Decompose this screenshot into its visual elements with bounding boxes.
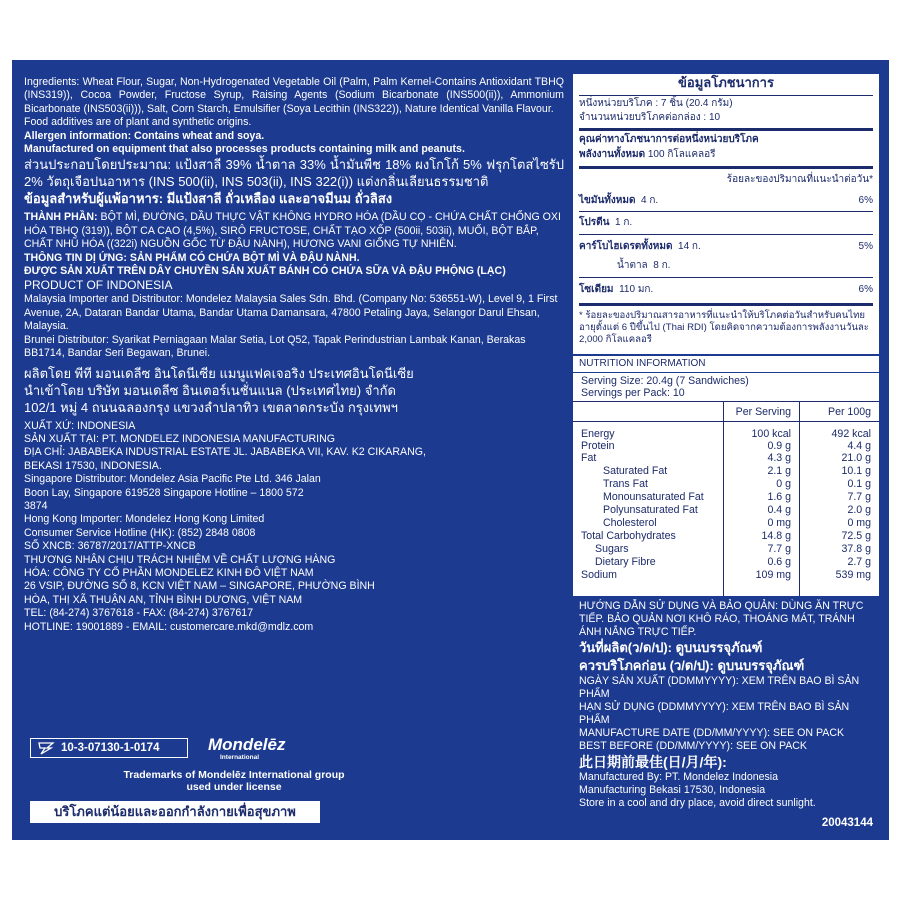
nutrition-row — [581, 570, 871, 582]
manufactured-vi: ĐƯỢC SẢN XUẤT TRÊN DÂY CHUYỀN SẢN XUẤT BÁNH CÓ CHỨA SỮA VÀ ĐẬU PHỘNG (LẠC) — [24, 265, 506, 278]
vi-hotline: HOTLINE: 19001889 - EMAIL: customercare.mkd@mdlz.com — [24, 620, 314, 633]
nutrient-per-serving: 7.7 g — [767, 543, 791, 555]
col-per-100g: Per 100g — [828, 406, 871, 418]
nutrition-row — [581, 557, 871, 569]
nutrient-per-serving: 100 kcal — [751, 428, 791, 440]
best-before: BEST BEFORE (DD/MM/YYYY): SEE ON PACK — [579, 740, 808, 752]
nutrient-label: Total Carbohydrates — [581, 530, 676, 542]
thai-row-pct: 6% — [858, 195, 873, 206]
nutrition-header: NUTRITION INFORMATION — [573, 356, 879, 372]
nutrient-per-serving: 1.6 g — [767, 491, 791, 503]
thai-health-slogan: บริโภคแต่น้อยและออกกำลังกายเพื่อสุขภาพ — [30, 801, 320, 823]
registration-code: 10-3-07130-1-0174 — [61, 742, 160, 754]
nutrient-label: Fat — [581, 452, 597, 464]
nutrient-label: Sugars — [595, 543, 629, 555]
product-code: 20043144 — [821, 817, 873, 829]
thai-per-serving: คุณค่าทางโภชนาการต่อหนึ่งหน่วยบริโภค — [579, 134, 759, 145]
nutrient-per-100g: 0 mg — [847, 517, 871, 529]
nutrition-row — [581, 453, 871, 465]
nutrient-per-serving: 4.3 g — [767, 452, 791, 464]
nutrition-row — [581, 531, 871, 543]
nutrient-label: Energy — [581, 428, 615, 440]
nutrient-per-serving: 0.4 g — [767, 504, 791, 516]
nutrient-per-100g: 37.8 g — [841, 543, 871, 555]
thai-nutrition-box — [573, 74, 879, 354]
thai-row-label: โซเดียม — [579, 284, 614, 295]
left-column — [24, 76, 564, 634]
thai-energy-label: พลังงานทั้งหมด — [579, 149, 646, 160]
nutrient-per-100g: 2.7 g — [847, 556, 871, 568]
ingredients-vi — [24, 211, 564, 251]
thai-best-before: ควรบริโภคก่อน (ว/ด/ป): ดูบนบรรจุภัณฑ์ — [579, 658, 805, 673]
thai-produced: ผลิตโดย พีที มอนเดลีซ อินโดนีเซีย แมนูแฟคเจอริง ประเทศอินโดนีเซีย — [24, 365, 414, 381]
nutrient-per-100g: 539 mg — [835, 569, 871, 581]
thai-row-sugar — [579, 260, 873, 272]
nutrition-row — [581, 441, 871, 453]
nutrient-per-serving: 109 mg — [755, 569, 791, 581]
nutrient-per-100g: 4.4 g — [847, 440, 871, 452]
thai-imported: นำเข้าโดย บริษัท มอนเดลีซ อินเตอร์เนชั่นแนล (ประเทศไทย) จำกัด — [24, 382, 396, 398]
thai-serving: หนึ่งหน่วยบริโภค : 7 ชิ้น (20.4 กรัม) — [579, 98, 733, 109]
nutrient-per-100g: 0.1 g — [847, 478, 871, 490]
hongkong-importer: Hong Kong Importer: Mondelez Hong Kong Limited — [24, 513, 265, 526]
nutrition-row — [581, 544, 871, 556]
brunei-distributor: Brunei Distributor: Syarikat Perniagaan Malar Setia, Lot Q52, Tapak Perindustrian Lambak Kanan, Berakas BB1714, Bandar Seri Begawan, Brunei. — [24, 333, 526, 360]
col-per-serving: Per Serving — [735, 406, 791, 418]
nutrient-per-100g: 2.0 g — [847, 504, 871, 516]
thai-row-value: 110 มก. — [619, 284, 654, 295]
nutrient-label: Sodium — [581, 569, 617, 581]
vi-mfg-date: NGÀY SẢN XUẤT (DDMMYYYY): XEM TRÊN BAO BÌ SẢN PHẨM — [579, 675, 860, 700]
thai-row-sodium — [579, 284, 873, 296]
thai-row-label: โปรตีน — [579, 217, 610, 228]
vi-address: ĐỊA CHỈ: JABABEKA INDUSTRIAL ESTATE JL. JABABEKA VII, KAV. K2 CIKARANG, BEKASI 17530, INDONESIA. — [24, 446, 426, 472]
thai-energy — [579, 149, 873, 161]
label-panel — [12, 60, 889, 840]
nutrition-table — [573, 373, 879, 596]
certification-mark-icon — [37, 741, 55, 755]
nutrient-per-serving: 0 mg — [767, 517, 791, 529]
vi-trader: THƯƠNG NHÂN CHỊU TRÁCH NHIỆM VỀ CHẤT LƯỢNG HÀNG HÓA: CÔNG TY CỔ PHẦN MONDELEZ KINH ĐÔ VIỆT NAM — [24, 553, 336, 579]
thai-nutrition-title: ข้อมูลโภชนาการ — [579, 74, 873, 96]
manufactured-en: Manufactured on equipment that also processes products containing milk and peanuts. — [24, 143, 465, 156]
mondelez-logo: Mondelēz — [208, 735, 286, 754]
ingredients-th: ส่วนประกอบโดยประมาณ: แป้งสาลี 39% น้ำตาล 33% น้ำมันพืช 18% ผงโกโก้ 5% ฟรุกโตสไซรัป 2% วัตถุเจือปนอาหาร (INS 500(ii), INS 503(ii), INS 322(i)) แต่งกลิ่นเลียนธรรมชาติ — [24, 157, 564, 190]
origin: PRODUCT OF INDONESIA — [24, 278, 173, 293]
ingredients-vi-text: BỘT MÌ, ĐƯỜNG, DẦU THỰC VẬT KHÔNG HYDRO HÓA (DẦU CỌ - CHỨA CHẤT CHỐNG OXI HÓA TBHQ (319)), BỘT CA CAO (4,5%), SIRÔ FRUCTOSE, CHẤT TẠO XỐP (500ii, 503ii), MUỐI, BỘT BẮP, CHẤT NHŨ HÓA ((322i) NGUỒN GỐC TỪ ĐẬU NÀNH), HƯƠNG VANI GIỐNG TỰ NHIÊN. — [24, 211, 561, 251]
nutrition-row — [581, 505, 871, 517]
vi-origin: XUẤT XỨ: INDONESIA — [24, 419, 136, 432]
thai-row-fat — [579, 195, 873, 207]
thai-address: 102/1 หมู่ 4 ถนนฉลองกรุง แขวงลำปลาทิว เขตลาดกระบัง กรุงเทพฯ — [24, 399, 398, 415]
thai-row-label: ไขมันทั้งหมด — [579, 195, 636, 206]
thai-mfg-date: วันที่ผลิต(ว/ด/ป): ดูบนบรรจุภัณฑ์ — [579, 640, 763, 655]
vi-expiry: HẠN SỬ DỤNG (DDMMYYYY): XEM TRÊN BAO BÌ SẢN PHẨM — [579, 701, 850, 726]
vi-trader-address: 26 VSIP, ĐƯỜNG SỐ 8, KCN VIỆT NAM – SINGAPORE, PHƯỜNG BÌNH HÒA, THỊ XÃ THUẬN AN, TỈNH BÌNH DƯƠNG, VIỆT NAM — [24, 580, 375, 606]
thai-energy-value: 100 กิโลแคลอรี — [647, 149, 716, 160]
thai-row-pct: 5% — [858, 241, 873, 252]
thai-row-value: 8 ก. — [653, 260, 671, 271]
thai-rdi-header: ร้อยละของปริมาณที่แนะนำต่อวัน* — [726, 174, 873, 185]
nutrient-per-serving: 0.6 g — [767, 556, 791, 568]
nutrient-per-serving: 14.8 g — [761, 530, 791, 542]
nutrient-label: Cholesterol — [603, 517, 657, 529]
serving-size: Serving Size: 20.4g (7 Sandwiches) — [581, 375, 749, 387]
nutrition-row — [581, 466, 871, 478]
nutrient-label: Polyunsaturated Fat — [603, 504, 698, 516]
nutrient-label: Monounsaturated Fat — [603, 491, 704, 503]
thai-row-value: 14 ก. — [678, 241, 701, 252]
thai-row-pct: 6% — [858, 284, 873, 295]
storage-instructions: Store in a cool and dry place, avoid direct sunlight. — [579, 797, 816, 809]
thai-footnote: * ร้อยละของปริมาณสารอาหารที่แนะนำให้บริโภคต่อวันสำหรับคนไทยอายุตั้งแต่ 6 ปีขึ้นไป (Thai RDI) โดยคิดจากความต้องการพลังงานวันละ 2,000 กิโลแคลอรี — [579, 310, 869, 345]
nutrition-row — [581, 479, 871, 491]
thai-row-value: 4 ก. — [641, 195, 659, 206]
vi-tel: TEL: (84-274) 3767618 - FAX: (84-274) 3767617 — [24, 607, 254, 620]
servings-per-pack: Servings per Pack: 10 — [581, 387, 685, 399]
allergen-en: Allergen information: Contains wheat and soya. — [24, 129, 265, 142]
nutrient-label: Protein — [581, 440, 615, 452]
manufactured-by: Manufactured By: PT. Mondelez Indonesia Manufacturing Bekasi 17530, Indonesia — [579, 771, 779, 796]
nutrient-per-100g: 21.0 g — [841, 452, 871, 464]
mondelez-logo-sub: International — [220, 754, 260, 761]
thai-row-protein — [579, 217, 873, 229]
malaysia-distributor: Malaysia Importer and Distributor: Mondelez Malaysia Sales Sdn. Bhd. (Company No: 536551-W), Level 9, 1 First Avenue, 2A, Dataran Bandar Utama, Bandar Utama Damansara, 47800 Petaling Jaya, Selangor Darul Ehsan, Malaysia. — [24, 293, 558, 333]
allergen-th: ข้อมูลสำหรับผู้แพ้อาหาร: มีแป้งสาลี ถั่วเหลือง และอาจมีนม ถั่วลิสง — [24, 191, 393, 207]
singapore-distributor: Singapore Distributor: Mondelez Asia Pacific Pte Ltd. 346 Jalan Boon Lay, Singapore 619528 Singapore Hotline – 1800 572 3874 — [24, 473, 321, 512]
nutrient-per-100g: 10.1 g — [841, 465, 871, 477]
allergen-vi: THÔNG TIN DỊ ỨNG: SẢN PHẨM CÓ CHỨA BỘT MÌ VÀ ĐẬU NÀNH. — [24, 251, 360, 264]
nutrient-label: Saturated Fat — [603, 465, 668, 477]
ingredients-vi-label: THÀNH PHẦN: — [24, 211, 98, 224]
nutrient-per-100g: 492 kcal — [831, 428, 871, 440]
nutrient-label: Trans Fat — [603, 478, 648, 490]
nutrient-per-serving: 0.9 g — [767, 440, 791, 452]
xncb-number: SỐ XNCB: 36787/2017/ATTP-XNCB — [24, 540, 196, 553]
nutrition-row — [581, 429, 871, 441]
nutrient-label: Dietary Fibre — [595, 556, 656, 568]
thai-row-value: 1 ก. — [614, 217, 633, 228]
nutrient-per-serving: 2.1 g — [767, 465, 791, 477]
manufacture-date: MANUFACTURE DATE (DD/MM/YYYY): SEE ON PACK — [579, 727, 845, 739]
cn-best-before: 此日期前最佳(日/月/年): — [579, 754, 727, 770]
nutrient-per-100g: 72.5 g — [841, 530, 871, 542]
ingredients-en: Ingredients: Wheat Flour, Sugar, Non-Hydrogenated Vegetable Oil (Palm, Palm Kernel-Contains Antioxidant TBHQ (INS319)), Cocoa Powder, Fructose Syrup, Raising Agents (Sodium Bicarbonate (INS500(ii)), Ammonium Bicarbonate (INS503(ii))), Salt, Corn Starch, Emulsifier (Soya Lecithin (INS322)), Nature Identical Vanilla Flavour. — [24, 76, 564, 115]
nutrition-row — [581, 492, 871, 504]
storage-dates — [579, 600, 879, 810]
trademark-notice: Trademarks of Mondelēz International group used under license — [123, 769, 345, 793]
thai-row-carbs — [579, 241, 873, 253]
registration-code-box — [30, 738, 188, 758]
thai-row-label: น้ำตาล — [617, 260, 648, 271]
thai-servings-per: จำนวนหน่วยบริโภคต่อกล่อง : 10 — [579, 112, 721, 123]
vi-usage: HƯỚNG DẪN SỬ DỤNG VÀ BẢO QUẢN: DÙNG ĂN TRỰC TIẾP. BẢO QUẢN NƠI KHÔ RÁO, THOÁNG MÁT, TRÁNH ÁNH NẮNG TRỰC TIẾP. — [579, 600, 864, 638]
thai-row-label: คาร์โบไฮเดรตทั้งหมด — [579, 241, 673, 252]
nutrition-row — [581, 518, 871, 530]
footer-logos — [30, 726, 550, 793]
nutrient-per-100g: 7.7 g — [847, 491, 871, 503]
hk-hotline: Consumer Service Hotline (HK): (852) 2848 0808 — [24, 526, 256, 539]
vi-producer: SẢN XUẤT TẠI: PT. MONDELEZ INDONESIA MANUFACTURING — [24, 432, 335, 445]
nutrient-per-serving: 0 g — [776, 478, 791, 490]
additives-en: Food additives are of plant and synthetic origins. — [24, 116, 252, 129]
